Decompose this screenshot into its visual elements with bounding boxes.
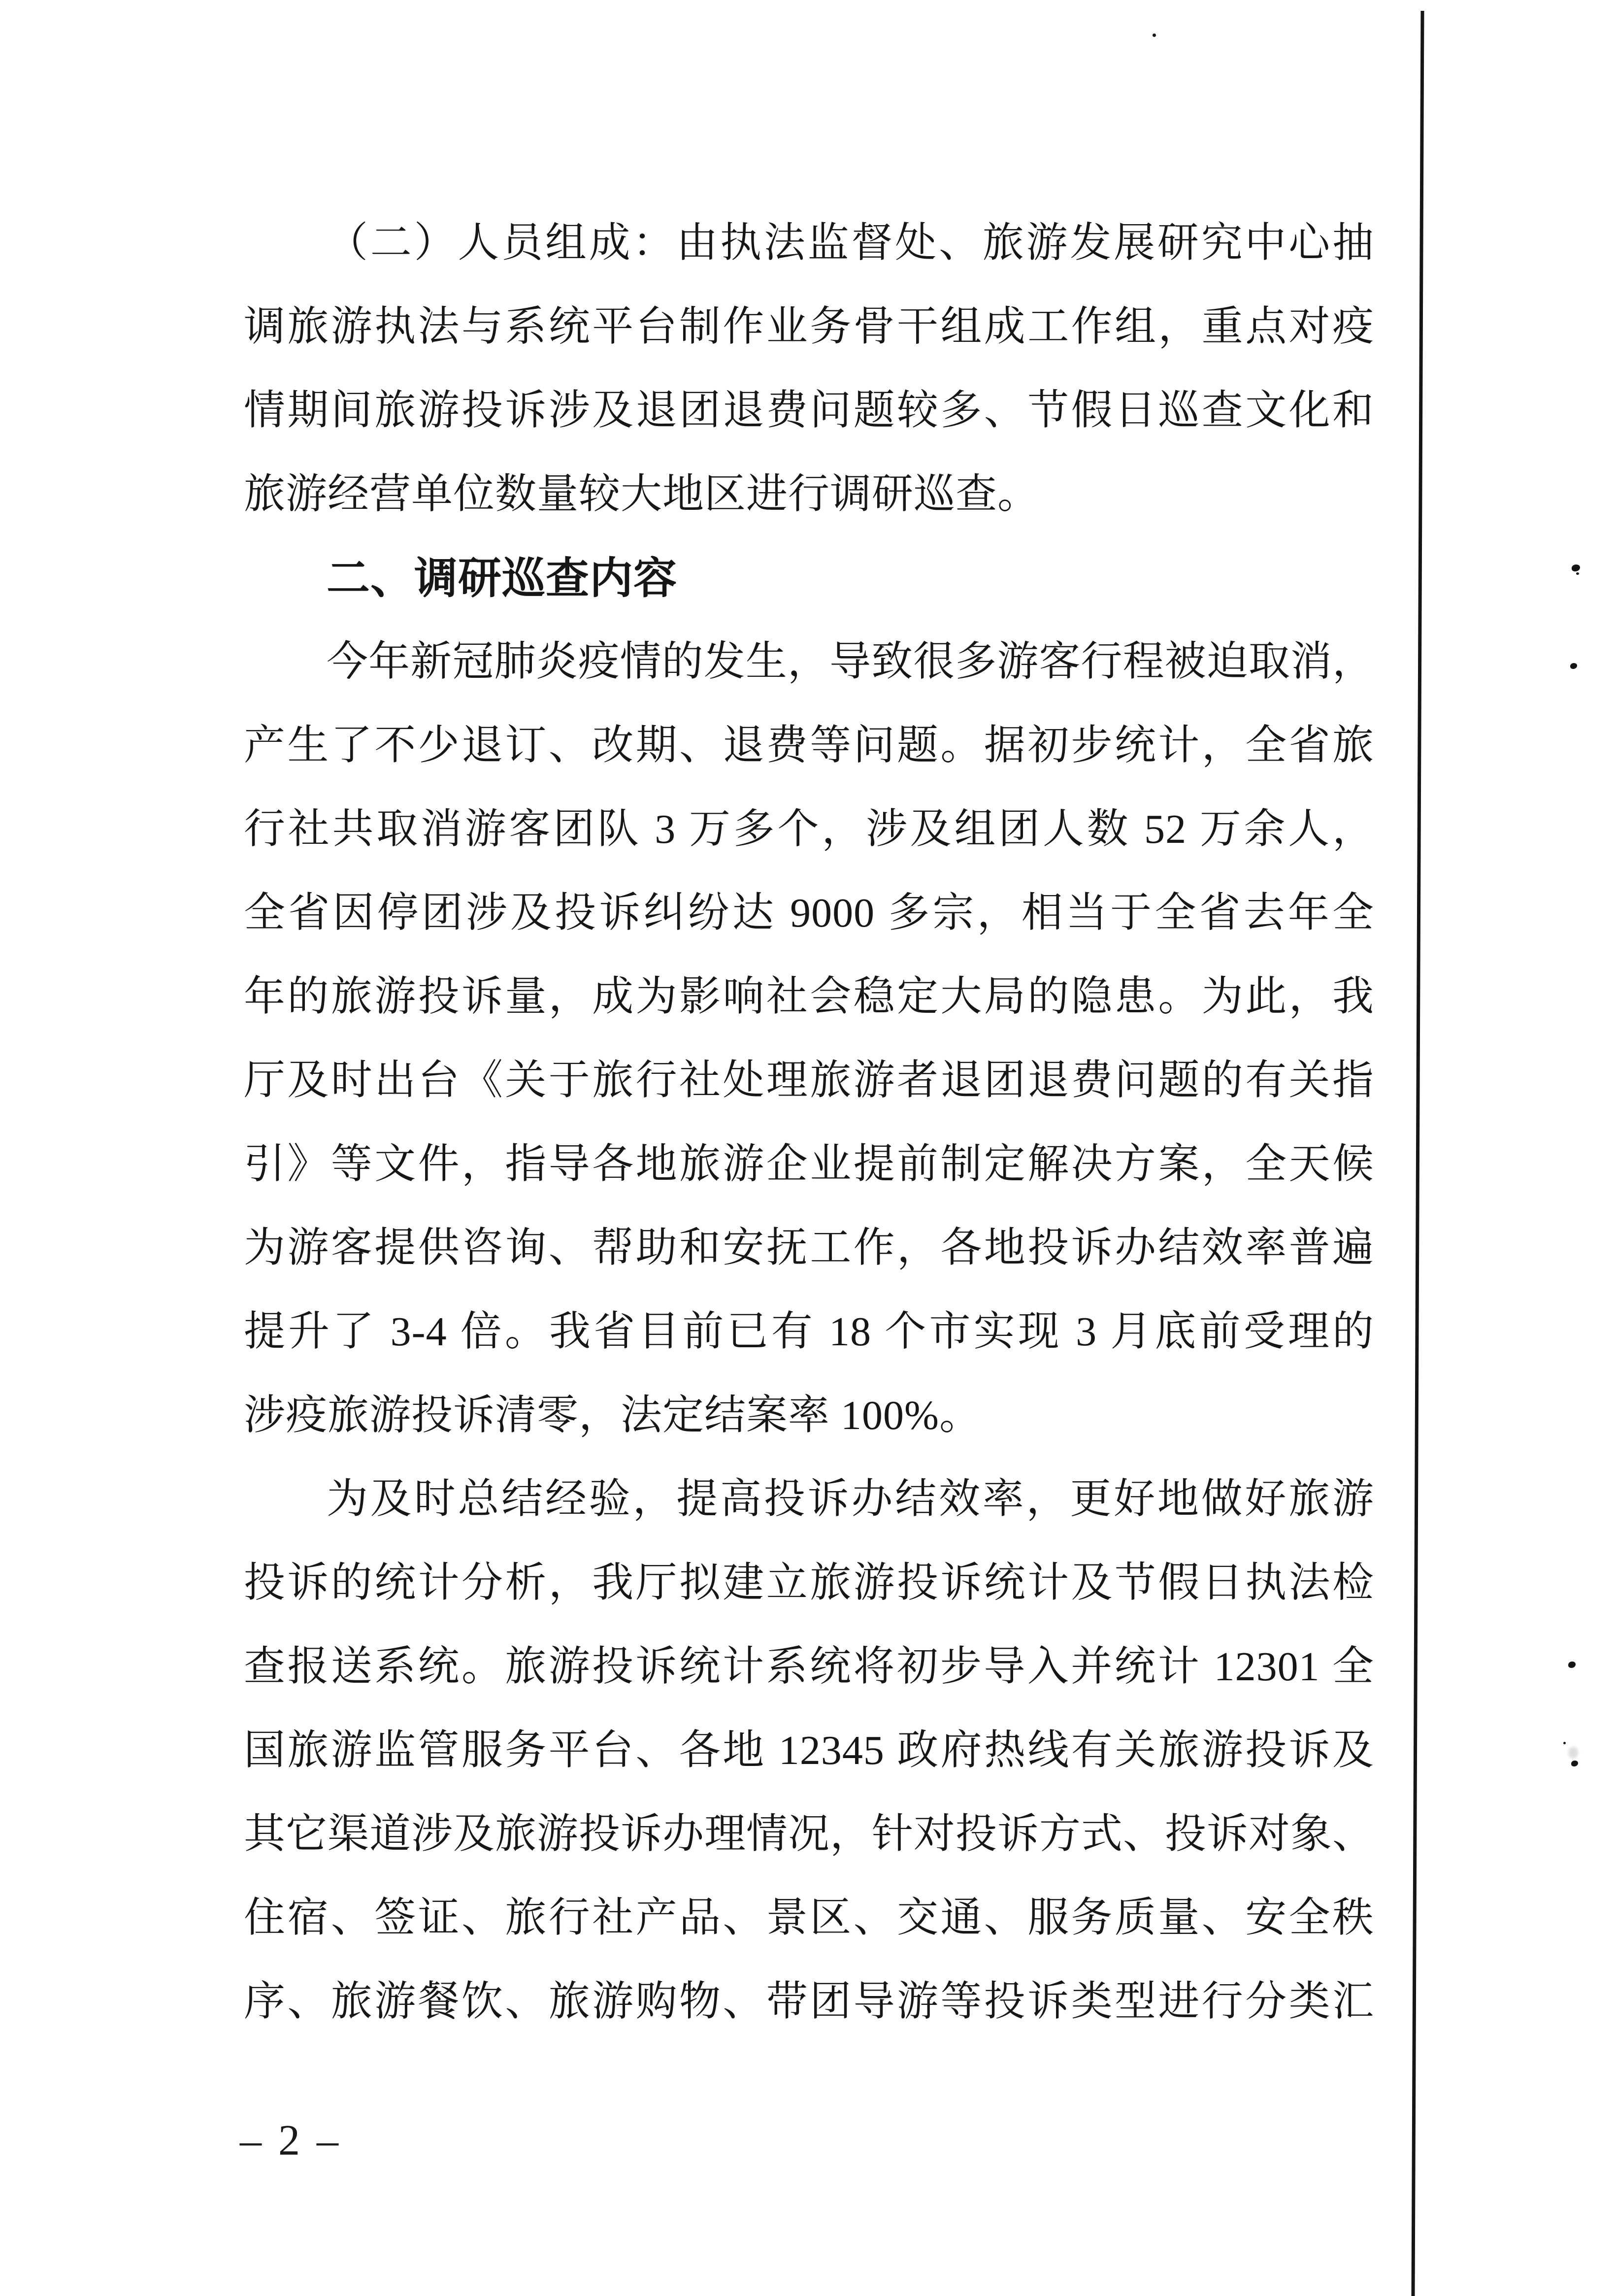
text-line: 情期间旅游投诉涉及退团退费问题较多、节假日巡查文化和 <box>244 388 1374 433</box>
text-line: 全省因停团涉及投诉纠纷达 9000 多宗，相当于全省去年全 <box>244 890 1374 936</box>
ink-speck <box>1570 663 1577 669</box>
section-heading: 二、调研巡查内容 <box>327 554 678 602</box>
text-line: 厅及时出台《关于旅行社处理旅游者退团退费问题的有关指 <box>244 1058 1374 1103</box>
text-line: 投诉的统计分析，我厅拟建立旅游投诉统计及节假日执法检 <box>244 1560 1374 1606</box>
document-body <box>244 201 1374 2044</box>
text-line: 行社共取消游客团队 3 万多个，涉及组团人数 52 万余人， <box>244 806 1374 852</box>
text-line: 为游客提供咨询、帮助和安抚工作，各地投诉办结效率普遍 <box>244 1225 1374 1271</box>
text-line: 旅游经营单位数量较大地区进行调研巡查。 <box>244 471 1040 517</box>
text-line: 为及时总结经验，提高投诉办结效率，更好地做好旅游 <box>327 1476 1374 1522</box>
page-number: – 2 – <box>240 2117 341 2164</box>
text-line: 产生了不少退订、改期、退费等问题。据初步统计，全省旅 <box>244 723 1374 768</box>
ink-speck <box>1571 1761 1578 1766</box>
text-line: 查报送系统。旅游投诉统计系统将初步导入并统计 12301 全 <box>244 1644 1374 1690</box>
ink-smudge <box>1568 1747 1578 1759</box>
text-line: 其它渠道涉及旅游投诉办理情况，针对投诉方式、投诉对象、 <box>244 1811 1375 1857</box>
ink-speck <box>1576 572 1579 575</box>
text-line: 涉疫旅游投诉清零，法定结案率 100%。 <box>244 1393 981 1438</box>
text-line: 国旅游监管服务平台、各地 12345 政府热线有关旅游投诉及 <box>244 1728 1374 1773</box>
text-line: （二）人员组成：由执法监督处、旅游发展研究中心抽 <box>327 220 1374 266</box>
text-line: 引》等文件，指导各地旅游企业提前制定解决方案，全天候 <box>244 1141 1374 1187</box>
ink-speck <box>1568 1662 1576 1668</box>
ink-speck <box>1563 1742 1566 1744</box>
text-line: 序、旅游餐饮、旅游购物、带团导游等投诉类型进行分类汇 <box>244 1979 1374 2025</box>
text-line: 调旅游执法与系统平台制作业务骨干组成工作组，重点对疫 <box>244 304 1374 350</box>
ink-speck <box>1153 33 1156 37</box>
text-line: 年的旅游投诉量，成为影响社会稳定大局的隐患。为此，我 <box>244 974 1374 1020</box>
text-line: 提升了 3-4 倍。我省目前已有 18 个市实现 3 月底前受理的 <box>244 1309 1374 1355</box>
text-line: 今年新冠肺炎疫情的发生，导致很多游客行程被迫取消， <box>327 639 1374 685</box>
ink-speck <box>1572 565 1580 571</box>
text-line: 住宿、签证、旅行社产品、景区、交通、服务质量、安全秩 <box>244 1895 1374 1941</box>
